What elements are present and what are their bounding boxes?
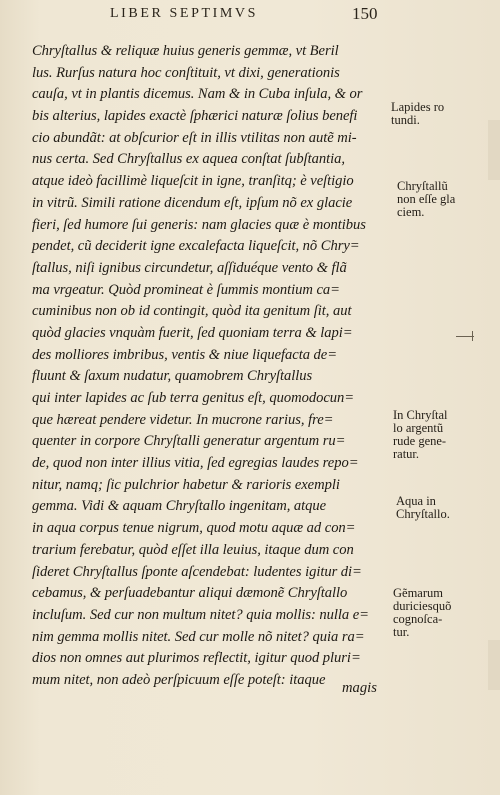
text-line: pendet, cũ deciderit igne excalefacta liqueſcit, nõ Chry= <box>32 238 360 255</box>
text-line: atque ideò facillimè liqueſcit in igne, tranſitq; è veſtigio <box>32 173 354 190</box>
margin-note-silver-in-crystal <box>393 409 448 461</box>
margin-note-line: lo argentũ <box>393 421 444 435</box>
text-line: de, quod non inter illius vitia, ſed egregias laudes repo= <box>32 455 359 472</box>
text-line: fluunt & ſaxum nudatur, quamobrem Chryſtallus <box>32 368 313 385</box>
text-line: nim gemma mollis nitet. Sed cur molle nõ nitet? quia ra= <box>32 628 365 645</box>
text-line: nitur, namq; ſic pulchrior habetur & rarioris exempli <box>32 476 340 493</box>
text-line: cuminibus non ob id contingit, quòd ita genitum ſit, aut <box>32 303 352 320</box>
margin-note-line: non eſſe gla <box>397 192 456 206</box>
running-head: LIBER SEPTIMVS <box>110 6 259 21</box>
text-line: des molliores imbribus, ventis & niue liquefacta de= <box>32 346 338 363</box>
text-line: in aqua corpus tenue nigrum, quod motu aquæ ad con= <box>32 520 356 537</box>
text-line: mum nitet, non adeò perſpicuum eſſe poteſt: itaque <box>32 671 326 688</box>
text-line: cebamus, & perſuadebantur aliqui dæmonẽ Chryſtallo <box>32 585 348 602</box>
margin-note-line: ratur. <box>393 447 420 461</box>
text-line: cio abundãt: at obſcurior eſt in illis vtilitas non autẽ mi- <box>32 129 357 146</box>
text-line: quenter in corpore Chryſtalli generatur argentum ru= <box>32 433 346 450</box>
catchword: magis <box>342 680 377 696</box>
text-line: in vitrũ. Simili ratione dicendum eſt, ipſum nõ ex glacie <box>32 194 353 211</box>
margin-mark <box>472 331 473 341</box>
text-line: incluſum. Sed cur non multum nitet? quia mollis: nulla e= <box>32 606 369 623</box>
text-line: que hæreat pendere videtur. In mucrone rarius, fre= <box>32 411 334 428</box>
body-text-block <box>32 41 392 692</box>
text-line: quòd glacies vnquàm fuerit, ſed quoniam terra & lapi= <box>32 324 353 341</box>
margin-note-gem-hardness <box>393 587 451 639</box>
margin-note-line: Gẽmarum <box>393 586 443 600</box>
margin-note-line: Lapides ro <box>391 100 445 114</box>
margin-note-line: ciem. <box>397 205 425 219</box>
margin-note-line: rude gene- <box>393 434 447 448</box>
text-line: ma vrgeatur. Quòd promineat è ſummis montium ca= <box>32 281 340 298</box>
text-line: nus certa. Sed Chryſtallus ex aquea conſtat ſubſtantia, <box>32 151 346 168</box>
margin-note-line: tur. <box>393 625 410 639</box>
margin-note-line: tundi. <box>391 113 420 127</box>
margin-note-line: Aqua in <box>396 494 436 508</box>
text-line: ſideret Chryſtallus ſponte aſcendebat: ludentes igitur di= <box>32 563 362 580</box>
text-line: qui inter lapides ac ſub terra genitus eſt, quomodocun= <box>32 390 355 406</box>
margin-note-water-in-crystal <box>396 495 450 521</box>
margin-note-round-stones <box>391 101 444 127</box>
text-line: bis alterius, lapides exactè ſphærici naturæ ſolius benefi <box>32 108 358 125</box>
text-line: Chryſtallus & reliquæ huius generis gemmæ, vt Beril <box>32 43 339 59</box>
margin-note-crystal-not-ice <box>397 180 455 219</box>
text-line: gemma. Vidi & aquam Chryſtallo ingenitam, atque <box>32 498 327 515</box>
margin-note-line: In Chryſtal <box>393 408 448 422</box>
text-line: lus. Rurſus natura hoc conſtituit, vt dixi, generationis <box>32 64 340 81</box>
text-line: cauſa, vt in plantis dicemus. Nam & in Cuba inſula, & or <box>32 86 363 103</box>
show-through-shadow <box>488 640 500 690</box>
text-line: dios non omnes aut plurimos reflectit, igitur quod pluri= <box>32 650 361 667</box>
margin-note-line: duriciesquõ <box>393 599 452 613</box>
page-number: 150 <box>352 4 378 23</box>
show-through-shadow <box>488 120 500 180</box>
text-line: trarium ferebatur, quòd eſſet illa leuius, itaque dum con <box>32 541 354 558</box>
text-line: ſtallus, niſi ignibus circundetur, aſſiduéque vento & flã <box>32 259 347 276</box>
margin-note-line: cognoſca- <box>393 612 443 626</box>
text-line: fieri, ſed humore ſui generis: nam glacies quæ è montibus <box>32 216 366 233</box>
margin-note-line: Chryſtallũ <box>397 179 448 193</box>
margin-note-line: Chryſtallo. <box>396 507 450 521</box>
